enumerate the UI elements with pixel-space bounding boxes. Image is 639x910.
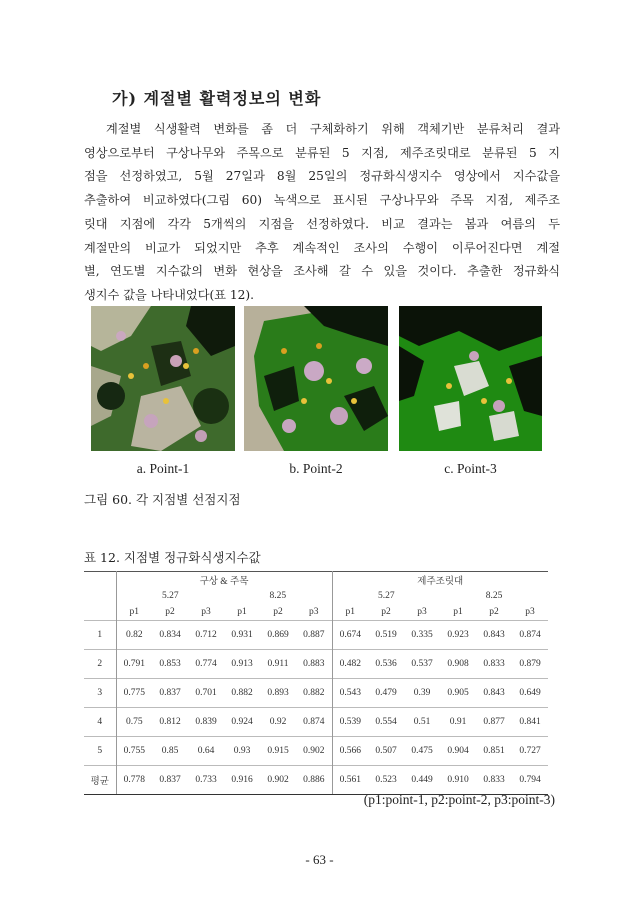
- table-cell: 0.910: [440, 766, 476, 795]
- table-cell: 0.841: [512, 708, 548, 737]
- table-cell: 0.843: [476, 621, 512, 650]
- table-cell: 0.755: [116, 737, 152, 766]
- figure-title: 그림 60. 각 지점별 선점지점: [84, 492, 241, 507]
- table-cell: 0.837: [152, 766, 188, 795]
- table-cell: 0.834: [152, 621, 188, 650]
- table-cell: 0.479: [368, 679, 404, 708]
- table-cell: 0.902: [260, 766, 296, 795]
- page-number: - 63 -: [305, 852, 334, 867]
- point-header: p1: [237, 607, 247, 617]
- row-label: 1: [84, 621, 116, 650]
- table-cell: 0.883: [296, 650, 332, 679]
- table-point-header-row: [84, 604, 548, 621]
- table-cell: 0.75: [116, 708, 152, 737]
- paragraph-line: 영상으로부터 구상나무와 주목으로 분류된 5 지점, 제주조릿대로 분류된 5 지: [84, 145, 560, 160]
- table-cell: 0.874: [296, 708, 332, 737]
- table-cell: 0.916: [224, 766, 260, 795]
- table-cell: 0.851: [476, 737, 512, 766]
- table-cell: 0.882: [296, 679, 332, 708]
- table-cell: 0.93: [224, 737, 260, 766]
- table-cell: 0.812: [152, 708, 188, 737]
- point-header: p3: [525, 607, 535, 617]
- table-cell: 0.85: [152, 737, 188, 766]
- paragraph-line: 생지수 값을 나타내었다(표 12).: [84, 287, 255, 302]
- table-cell: 0.874: [512, 621, 548, 650]
- figure-caption-b: b. Point-2: [289, 461, 343, 476]
- point-header: p1: [453, 607, 463, 617]
- table-row: [84, 621, 548, 650]
- point-header: p2: [273, 607, 283, 617]
- body-paragraph: [84, 118, 560, 308]
- table-cell: 0.893: [260, 679, 296, 708]
- table-cell: 0.91: [440, 708, 476, 737]
- table-cell: 0.482: [332, 650, 368, 679]
- paragraph-line: 계절별 식생활력 변화를 좀 더 구체화하기 위해 객체기반 분류처리 결과: [106, 122, 560, 136]
- table-row: [84, 737, 548, 766]
- table-cell: 0.869: [260, 621, 296, 650]
- aerial-photo-point-3: [399, 306, 542, 451]
- table-cell: 0.561: [332, 766, 368, 795]
- table-cell: 0.554: [368, 708, 404, 737]
- figure-caption-c: c. Point-3: [444, 461, 497, 476]
- table-row: [84, 650, 548, 679]
- table-title: 표 12. 지점별 정규화식생지수값: [84, 550, 261, 565]
- group-header: 구상 & 주목: [116, 572, 332, 589]
- table-cell: 0.794: [512, 766, 548, 795]
- table-cell: 0.701: [188, 679, 224, 708]
- row-label: 3: [84, 679, 116, 708]
- table-row: [84, 766, 548, 795]
- date-header: 5.27: [161, 591, 179, 601]
- table-cell: 0.536: [368, 650, 404, 679]
- paragraph-line: 계절만의 비교가 되었지만 추후 계속적인 조사의 수행이 이루어진다면 계절: [84, 240, 560, 255]
- table-cell: 0.887: [296, 621, 332, 650]
- group-header: 제주조릿대: [332, 572, 548, 589]
- table-cell: 0.833: [476, 766, 512, 795]
- table-cell: 0.882: [224, 679, 260, 708]
- row-label: 5: [84, 737, 116, 766]
- table-row: [84, 679, 548, 708]
- table-cell: 0.523: [368, 766, 404, 795]
- table-cell: 0.923: [440, 621, 476, 650]
- table-cell: 0.449: [404, 766, 440, 795]
- table-cell: 0.908: [440, 650, 476, 679]
- table-cell: 0.543: [332, 679, 368, 708]
- table-cell: 0.335: [404, 621, 440, 650]
- row-label: 4: [84, 708, 116, 737]
- paragraph-line: 별, 연도별 지수값의 변화 현상을 조사해 갈 수 있을 것이다. 추출한 정규화식: [84, 264, 560, 279]
- table-date-header-row: [84, 588, 548, 604]
- date-header: 8.25: [485, 591, 503, 601]
- paragraph-line: 점을 선정하였고, 5월 27일과 8월 25일의 정규화식생지수 영상에서 지수값을: [84, 169, 560, 184]
- paragraph-line: 릿대 지점에 각각 5개씩의 지점을 선정하였다. 비교 결과는 봄과 여름의 두: [84, 216, 560, 231]
- table-group-header-row: [84, 572, 548, 589]
- table-cell: 0.507: [368, 737, 404, 766]
- table-cell: 0.902: [296, 737, 332, 766]
- table-cell: 0.649: [512, 679, 548, 708]
- point-header: p2: [381, 607, 391, 617]
- table-cell: 0.674: [332, 621, 368, 650]
- table-cell: 0.733: [188, 766, 224, 795]
- paragraph-line: 추출하여 비교하였다(그림 60) 녹색으로 표시된 구상나무와 주목 지점, 제주조: [84, 193, 560, 208]
- ndvi-table: [84, 571, 548, 795]
- point-header: p2: [165, 607, 175, 617]
- figure-caption-a: a. Point-1: [136, 461, 190, 476]
- table-cell: 0.92: [260, 708, 296, 737]
- table-cell: 0.839: [188, 708, 224, 737]
- table-cell: 0.877: [476, 708, 512, 737]
- table-cell: 0.537: [404, 650, 440, 679]
- table-cell: 0.727: [512, 737, 548, 766]
- table-cell: 0.712: [188, 621, 224, 650]
- table-cell: 0.566: [332, 737, 368, 766]
- table-cell: 0.775: [116, 679, 152, 708]
- table-cell: 0.904: [440, 737, 476, 766]
- point-header: p1: [129, 607, 139, 617]
- row-label: 2: [84, 650, 116, 679]
- point-header: p1: [345, 607, 355, 617]
- table-cell: 0.64: [188, 737, 224, 766]
- table-cell: 0.791: [116, 650, 152, 679]
- table-cell: 0.843: [476, 679, 512, 708]
- point-header: p3: [201, 607, 211, 617]
- table-cell: 0.911: [260, 650, 296, 679]
- table-cell: 0.905: [440, 679, 476, 708]
- table-cell: 0.833: [476, 650, 512, 679]
- table-cell: 0.931: [224, 621, 260, 650]
- table-row: [84, 708, 548, 737]
- table-cell: 0.51: [404, 708, 440, 737]
- table-cell: 0.82: [116, 621, 152, 650]
- table-cell: 0.539: [332, 708, 368, 737]
- table-cell: 0.915: [260, 737, 296, 766]
- table-cell: 0.778: [116, 766, 152, 795]
- table-cell: 0.886: [296, 766, 332, 795]
- table-cell: 0.475: [404, 737, 440, 766]
- table-cell: 0.879: [512, 650, 548, 679]
- section-heading: 가) 계절별 활력정보의 변화: [112, 89, 322, 108]
- table-cell: 0.853: [152, 650, 188, 679]
- aerial-photo-point-2: [244, 306, 388, 451]
- point-header: p2: [489, 607, 499, 617]
- table-cell: 0.837: [152, 679, 188, 708]
- table-cell: 0.39: [404, 679, 440, 708]
- aerial-photo-point-1: [91, 306, 235, 451]
- row-label: 평균: [84, 766, 116, 795]
- date-header: 5.27: [377, 591, 395, 601]
- table-cell: 0.774: [188, 650, 224, 679]
- point-header: p3: [417, 607, 427, 617]
- date-header: 8.25: [224, 588, 332, 604]
- table-cell: 0.519: [368, 621, 404, 650]
- table-cell: 0.913: [224, 650, 260, 679]
- table-footnote: (p1:point-1, p2:point-2, p3:point-3): [363, 792, 555, 807]
- table-cell: 0.924: [224, 708, 260, 737]
- point-header: p3: [296, 604, 332, 621]
